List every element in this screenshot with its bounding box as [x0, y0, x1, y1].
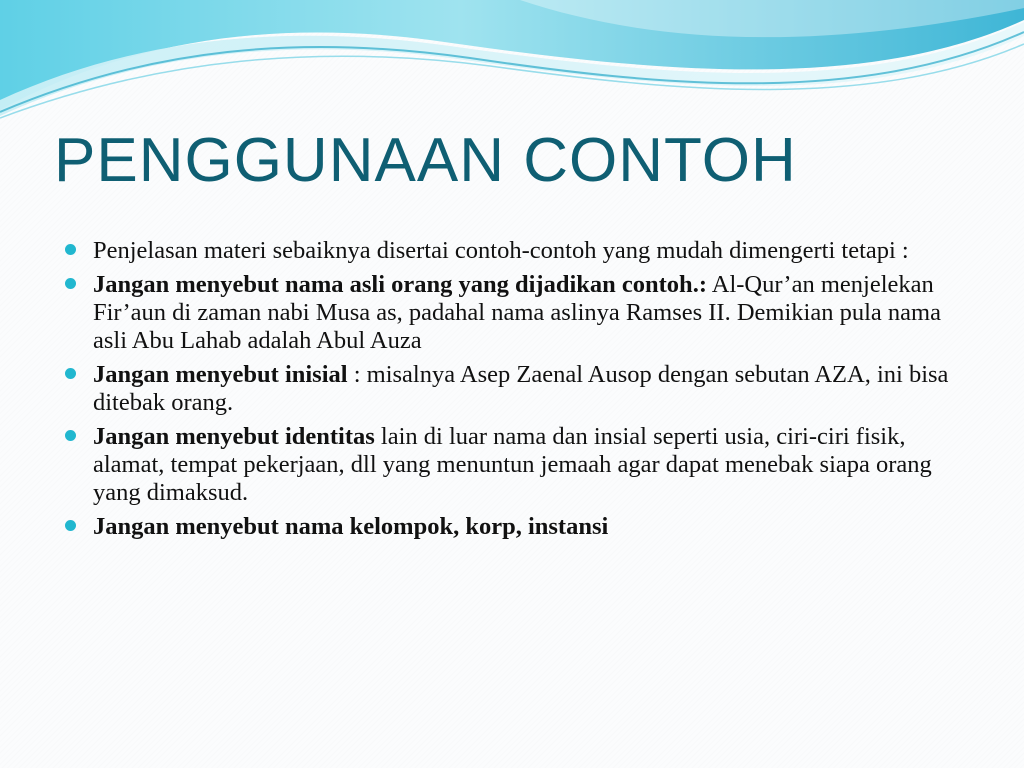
bullet-dot-icon	[65, 520, 76, 531]
bullet-dot-icon	[65, 244, 76, 255]
slide-title: PENGGUNAAN CONTOH	[54, 126, 797, 195]
bullet-bold-text: Jangan menyebut nama kelompok, korp, instansi	[93, 513, 609, 540]
bullet-item	[64, 237, 964, 265]
bullet-dot-icon	[65, 368, 76, 379]
bullet-text: Al-Qur’an menjelekan Fir’aun di zaman nabi Musa as, padahal nama aslinya Ramses II. Demikian pula nama asli Abu Lahab adalah Abul Auza	[93, 271, 941, 354]
bullet-dot-icon	[65, 430, 76, 441]
bullet-bold-text: Jangan menyebut nama asli orang yang dijadikan contoh.:	[93, 271, 707, 298]
bullet-bold-text: Jangan menyebut identitas	[93, 423, 375, 450]
bullet-dot-icon	[65, 278, 76, 289]
bullet-item	[64, 513, 964, 541]
bullet-bold-text: Jangan menyebut inisial	[93, 361, 348, 388]
bullet-item	[64, 423, 964, 507]
bullet-text: Penjelasan materi sebaiknya disertai contoh-contoh yang mudah dimengerti tetapi :	[93, 237, 909, 264]
bullet-item	[64, 271, 964, 355]
bullet-item	[64, 361, 964, 417]
bullet-text: : misalnya Asep Zaenal Ausop dengan sebutan AZA, ini bisa ditebak orang.	[93, 361, 949, 416]
bullet-list	[64, 237, 964, 547]
wave-header-decoration	[0, 0, 1024, 130]
bullet-text: lain di luar nama dan insial seperti usia, ciri-ciri fisik, alamat, tempat pekerjaan, dll yang menuntun jemaah agar dapat menebak siapa orang yang dimaksud.	[93, 423, 932, 506]
